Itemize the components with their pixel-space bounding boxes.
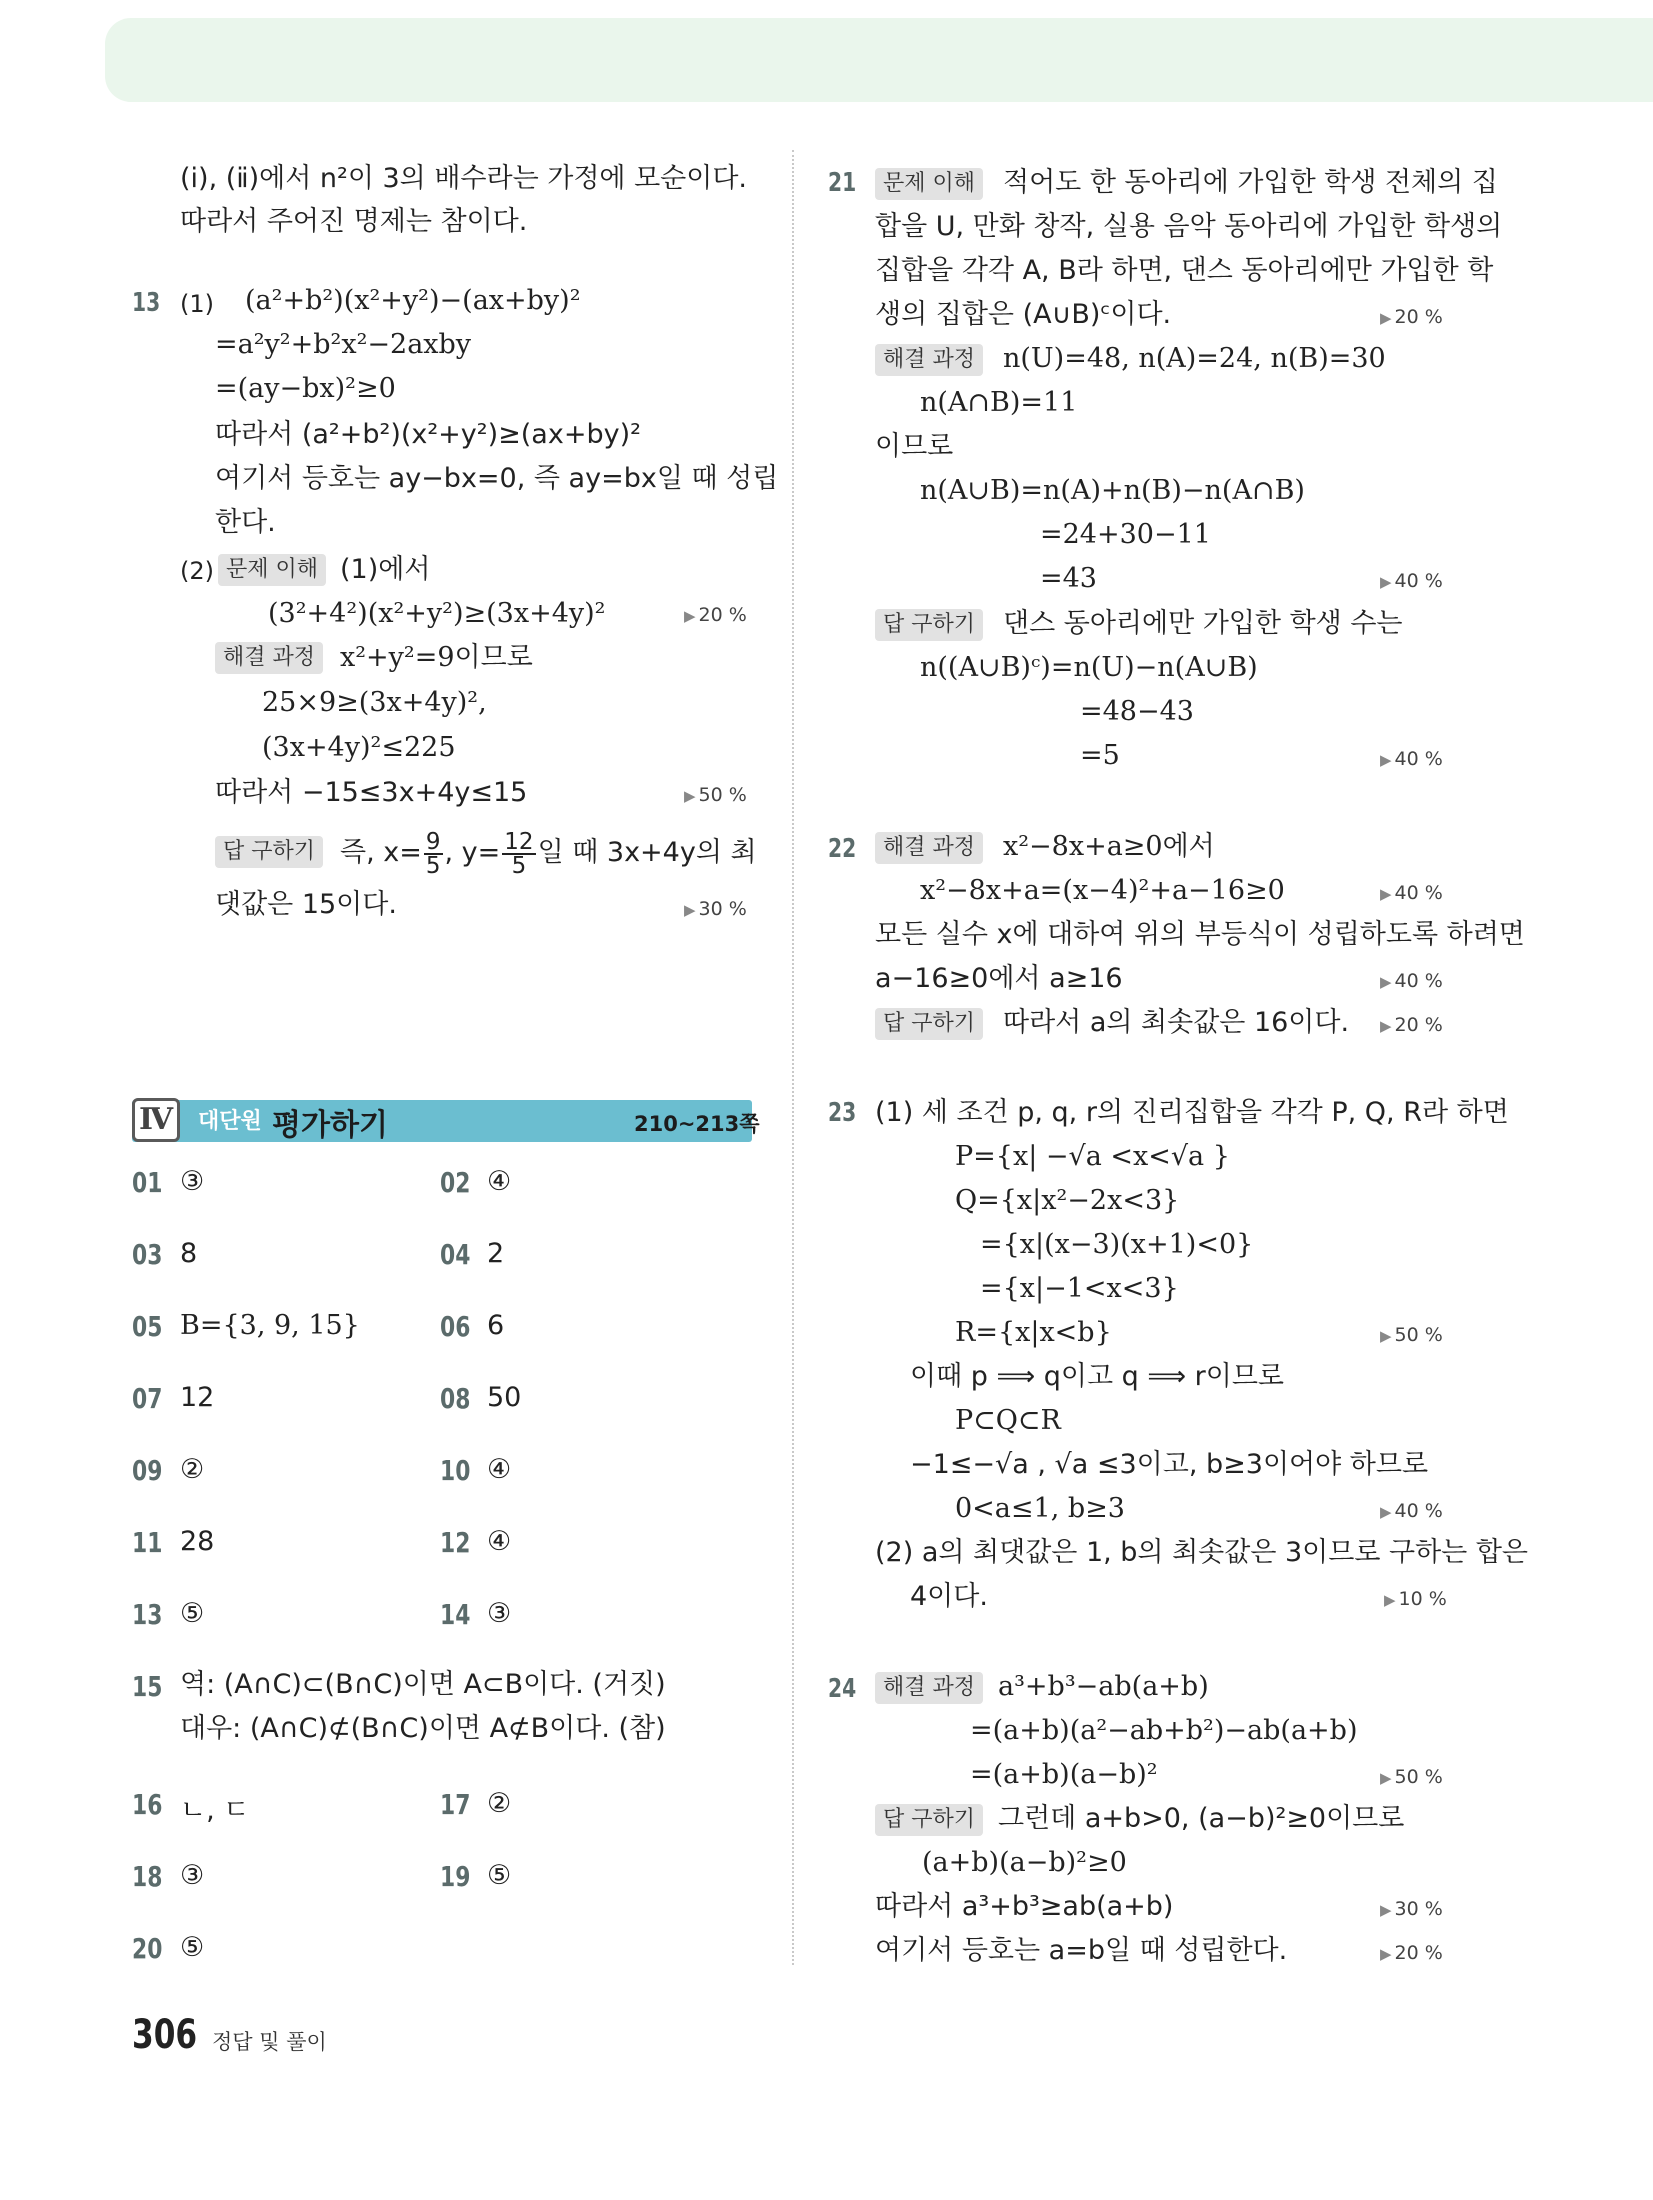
q13-answer-line-2: 댓값은 15이다. (215, 889, 397, 920)
q24-line-5: (a+b)(a−b)²≥0 (922, 1847, 1127, 1878)
answer-number: 07 (132, 1382, 163, 1415)
question-number-13: 13 (132, 288, 161, 318)
q22-line-1: x²−8x+a≥0에서 (1003, 831, 1215, 862)
tag-solution-process: 해결 과정 (875, 344, 983, 376)
q22-line-2: x²−8x+a=(x−4)²+a−16≥0 (920, 875, 1285, 906)
q23-line-12: 4이다. (910, 1581, 988, 1612)
score-percent: ▶ 30 % (684, 898, 747, 920)
q24-line-6: 따라서 a³+b³≥ab(a+b) (875, 1891, 1174, 1922)
fraction-9-5: $\frac{9}{5}$ (425, 828, 441, 879)
q21-line-6: n(A∩B)=11 (920, 387, 1078, 418)
q13-line-6: 한다. (215, 507, 276, 538)
answer-value: 2 (487, 1238, 505, 1269)
q23-line-1: (1) 세 조건 p, q, r의 진리집합을 각각 P, Q, R라 하면 (875, 1097, 1509, 1128)
tag-find-answer: 답 구하기 (215, 836, 323, 868)
answer-number: 01 (132, 1166, 163, 1199)
answer-value: ㄴ, ㄷ (180, 1795, 250, 1826)
question-number-24: 24 (828, 1674, 857, 1704)
score-percent: ▶ 50 % (1380, 1324, 1443, 1346)
q21-line-4: 생의 집합은 (A∪B)ᶜ이다. (875, 299, 1172, 330)
score-percent: ▶ 30 % (1380, 1898, 1443, 1920)
answer-value: ⑤ (180, 1932, 205, 1963)
answer-value: 6 (487, 1310, 505, 1341)
q13-p2-line-1: (1)에서 (340, 554, 431, 585)
answer-value: ② (487, 1788, 512, 1819)
q21-line-10: =43 (1040, 563, 1097, 594)
score-percent: ▶ 10 % (1384, 1588, 1447, 1610)
score-percent: ▶ 20 % (1380, 1942, 1443, 1964)
q15-line-1: 역: (A∩C)⊂(B∩C)이면 A⊂B이다. (거짓) (180, 1669, 666, 1700)
answer-value: ⑤ (180, 1598, 205, 1629)
q21-line-12: n((A∪B)ᶜ)=n(U)−n(A∪B) (920, 652, 1258, 683)
answer-number: 13 (132, 1598, 163, 1631)
q23-line-9: −1≤−√a , √a ≤3이고, b≥3이어야 하므로 (910, 1449, 1429, 1480)
answer-value: ③ (180, 1166, 205, 1197)
answer-number: 06 (440, 1310, 471, 1343)
intro-line-1: (ⅰ), (ⅱ)에서 n²이 3의 배수라는 가정에 모순이다. (180, 163, 747, 194)
tag-find-answer: 답 구하기 (875, 1008, 983, 1040)
score-percent: ▶ 40 % (1380, 1500, 1443, 1522)
page-number: 306 (132, 2012, 198, 2058)
q23-line-10: 0<a≤1, b≥3 (955, 1493, 1125, 1524)
answer-number: 10 (440, 1454, 471, 1487)
tag-solution-process: 해결 과정 (875, 832, 983, 864)
q13-p2-line-5: (3x+4y)²≤225 (262, 732, 456, 763)
q24-line-7: 여기서 등호는 a=b일 때 성립한다. (875, 1935, 1288, 1966)
tag-problem-understanding: 문제 이해 (875, 168, 983, 200)
q13-line-3: =(ay−bx)²≥0 (215, 373, 396, 404)
score-percent: ▶ 50 % (1380, 1766, 1443, 1788)
answer-number: 04 (440, 1238, 471, 1271)
score-percent: ▶ 20 % (684, 604, 747, 626)
q23-line-4: ={x|(x−3)(x+1)<0} (980, 1229, 1254, 1260)
answer-value: ③ (180, 1860, 205, 1891)
q22-line-5: 따라서 a의 최솟값은 16이다. (1003, 1007, 1350, 1038)
answer-value: 28 (180, 1526, 215, 1557)
q23-line-8: P⊂Q⊂R (955, 1405, 1061, 1436)
q24-line-2: =(a+b)(a²−ab+b²)−ab(a+b) (970, 1715, 1358, 1746)
answer-number: 14 (440, 1598, 471, 1631)
answer-number: 08 (440, 1382, 471, 1415)
q21-line-1: 적어도 한 동아리에 가입한 학생 전체의 집 (1003, 167, 1498, 198)
question-number-23: 23 (828, 1098, 857, 1128)
q13-p2-line-6: 따라서 −15≤3x+4y≤15 (215, 777, 528, 808)
q21-line-13: =48−43 (1080, 696, 1194, 727)
tag-find-answer: 답 구하기 (875, 1804, 983, 1836)
q13-answer-line-1: 즉, x= $\frac{9}{5}$ , y= $\frac{12}{5}$ 일 때 3x+4y의 최 (340, 828, 757, 879)
answer-value: 8 (180, 1238, 198, 1269)
question-number-21: 21 (828, 168, 857, 198)
answer-number: 11 (132, 1526, 163, 1559)
score-percent: ▶ 20 % (1380, 1014, 1443, 1036)
q21-line-11: 댄스 동아리에만 가입한 학생 수는 (1003, 608, 1403, 639)
answer-number: 15 (132, 1670, 163, 1703)
q23-line-5: ={x|−1<x<3} (980, 1273, 1179, 1304)
q21-line-3: 집합을 각각 A, B라 하면, 댄스 동아리에만 가입한 학 (875, 255, 1494, 286)
q23-line-7: 이때 p ⟹ q이고 q ⟹ r이므로 (910, 1361, 1284, 1392)
score-percent: ▶ 40 % (1380, 748, 1443, 770)
q13-p2-line-4: 25×9≥(3x+4y)², (262, 687, 487, 718)
answer-number: 16 (132, 1788, 163, 1821)
q23-line-6: R={x|x<b} (955, 1317, 1112, 1348)
score-percent: ▶ 20 % (1380, 306, 1443, 328)
q15-line-2: 대우: (A∩C)⊄(B∩C)이면 A⊄B이다. (참) (180, 1713, 666, 1744)
tag-find-answer: 답 구하기 (875, 609, 983, 641)
unit-number-badge: Ⅳ (132, 1098, 180, 1142)
tag-solution-process: 해결 과정 (215, 642, 323, 674)
q22-line-3: 모든 실수 x에 대하여 위의 부등식이 성립하도록 하려면 (875, 919, 1525, 950)
tag-solution-process: 해결 과정 (875, 1672, 983, 1704)
q21-line-2: 합을 U, 만화 창작, 실용 음악 동아리에 가입한 학생의 (875, 211, 1503, 242)
answer-number: 18 (132, 1860, 163, 1893)
answer-value: ⑤ (487, 1860, 512, 1891)
answer-value: ② (180, 1454, 205, 1485)
header-banner (105, 18, 1653, 102)
answer-number: 05 (132, 1310, 163, 1343)
answer-value: 50 (487, 1382, 522, 1413)
answer-number: 20 (132, 1932, 163, 1965)
q13-line-5: 여기서 등호는 ay−bx=0, 즉 ay=bx일 때 성립 (215, 463, 779, 494)
intro-line-2: 따라서 주어진 명제는 참이다. (180, 206, 528, 237)
answer-value: ④ (487, 1526, 512, 1557)
unit-pages: 210~213쪽 (634, 1112, 760, 1136)
q23-line-11: (2) a의 최댓값은 1, b의 최솟값은 3이므로 구하는 합은 (875, 1537, 1529, 1568)
q13-line-4: 따라서 (a²+b²)(x²+y²)≥(ax+by)² (215, 419, 641, 450)
q21-line-8: n(A∪B)=n(A)+n(B)−n(A∩B) (920, 475, 1305, 506)
unit-label: 대단원 (198, 1109, 262, 1134)
q13-p2-line-2: (3²+4²)(x²+y²)≥(3x+4y)² (268, 598, 606, 629)
q22-line-4: a−16≥0에서 a≥16 (875, 963, 1123, 994)
answer-value: 12 (180, 1382, 215, 1413)
q13-p2-line-3: x²+y²=9이므로 (340, 642, 533, 673)
fraction-12-5: $\frac{12}{5}$ (504, 828, 534, 879)
part-1-label: (1) (180, 290, 214, 318)
answer-number: 17 (440, 1788, 471, 1821)
footer-label: 정답 및 풀이 (212, 2030, 327, 2054)
q24-line-4: 그런데 a+b>0, (a−b)²≥0이므로 (998, 1803, 1405, 1834)
part-2-label: (2) (180, 557, 214, 585)
question-number-22: 22 (828, 834, 857, 864)
score-percent: ▶ 40 % (1380, 882, 1443, 904)
column-divider (792, 150, 794, 1965)
answer-number: 19 (440, 1860, 471, 1893)
q24-line-1: a³+b³−ab(a+b) (998, 1671, 1209, 1702)
answer-value: B={3, 9, 15} (180, 1310, 360, 1341)
q21-line-14: =5 (1080, 740, 1120, 771)
score-percent: ▶ 40 % (1380, 970, 1443, 992)
score-percent: ▶ 40 % (1380, 570, 1443, 592)
answer-number: 09 (132, 1454, 163, 1487)
answer-value: ④ (487, 1166, 512, 1197)
answer-number: 12 (440, 1526, 471, 1559)
q24-line-3: =(a+b)(a−b)² (970, 1759, 1158, 1790)
q21-line-7: 이므로 (875, 431, 954, 462)
tag-problem-understanding: 문제 이해 (218, 554, 326, 586)
q21-line-9: =24+30−11 (1040, 519, 1211, 550)
answer-value: ④ (487, 1454, 512, 1485)
q13-line-1: (a²+b²)(x²+y²)−(ax+by)² (245, 285, 581, 316)
answer-number: 02 (440, 1166, 471, 1199)
unit-title: 평가하기 (272, 1108, 388, 1143)
answer-value: ③ (487, 1598, 512, 1629)
q23-line-3: Q={x|x²−2x<3} (955, 1185, 1180, 1216)
q23-line-2: P={x| −√a <x<√a } (955, 1141, 1230, 1172)
score-percent: ▶ 50 % (684, 784, 747, 806)
q13-line-2: =a²y²+b²x²−2axby (215, 329, 472, 360)
answer-number: 03 (132, 1238, 163, 1271)
q21-line-5: n(U)=48, n(A)=24, n(B)=30 (1003, 343, 1386, 374)
